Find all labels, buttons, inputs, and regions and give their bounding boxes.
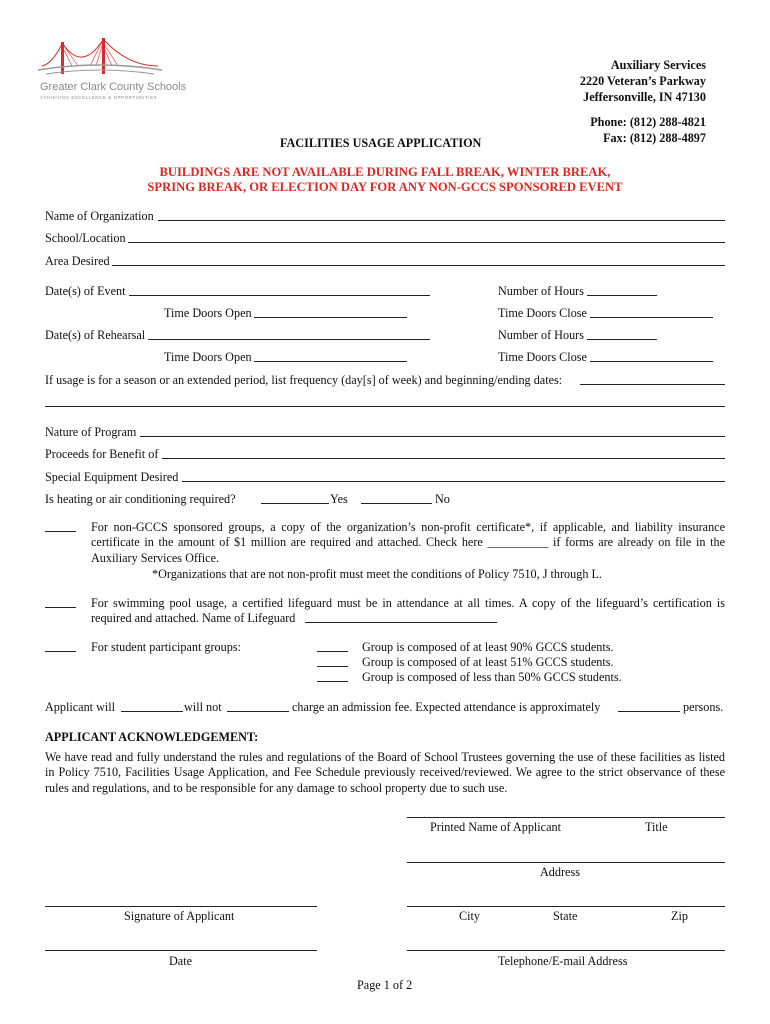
student-opt2-label: Group is composed of at least 51% GCCS students. [362, 655, 614, 669]
page-number: Page 1 of 2 [357, 978, 413, 992]
zip-label: Zip [671, 909, 688, 923]
state-label: State [553, 909, 578, 923]
student-opt1-label: Group is composed of at least 90% GCCS students. [362, 640, 614, 654]
lifeguard-name-input[interactable] [305, 622, 497, 623]
ack-text: We have read and fully understand the rules and regulations of the Board of School Trustees governing the use of these facilities as listed in Policy 7510, Facilities Usage Application, and Fee Schedule previously received/reviewed. We agree to the strict observance of these rules and regulations, and to be responsible for any damage to school property due to such use. [45, 750, 725, 795]
student-check[interactable] [45, 651, 76, 652]
nature-input[interactable] [140, 436, 725, 437]
student-opt3-check[interactable] [317, 681, 348, 682]
student-opt2-check[interactable] [317, 666, 348, 667]
fee-will-label: Applicant will [45, 700, 116, 714]
pool-text: For swimming pool usage, a certified lifeguard must be in attendance at all times. A copy of the lifeguard’s certification is required and attached. Name of Lifeguard [91, 596, 725, 626]
telephone-email-input[interactable] [407, 950, 725, 951]
title-label: Title [645, 820, 668, 834]
logo-tagline: ACHIEVING EXCELLENCE & OPPORTUNITIES [40, 95, 158, 100]
logo-name: Greater Clark County Schools [40, 81, 187, 93]
rehearsal-doors-close-label: Time Doors Close [498, 350, 587, 364]
signature-input[interactable] [45, 906, 317, 907]
warning-line-1: BUILDINGS ARE NOT AVAILABLE DURING FALL BREAK, WINTER BREAK, [159, 165, 611, 179]
fee-persons-label: persons. [683, 700, 724, 714]
address-label: Address [540, 865, 580, 879]
area-input[interactable] [112, 265, 725, 266]
proceeds-input[interactable] [162, 458, 725, 459]
attendance-input[interactable] [618, 711, 680, 712]
school-label: School/Location [45, 231, 126, 245]
student-opt3-label: Group is composed of less than 50% GCCS students. [362, 670, 622, 684]
event-dates-input[interactable] [129, 295, 430, 296]
rehearsal-dates-label: Date(s) of Rehearsal [45, 328, 146, 342]
nature-label: Nature of Program [45, 425, 137, 439]
proceeds-label: Proceeds for Benefit of [45, 447, 159, 461]
student-opt1-check[interactable] [317, 651, 348, 652]
rehearsal-hours-label: Number of Hours [498, 328, 584, 342]
event-doors-open-input[interactable] [254, 317, 407, 318]
address-street: 2220 Veteran’s Parkway [579, 74, 706, 88]
printed-name-input[interactable] [407, 817, 725, 818]
event-doors-open-label: Time Doors Open [164, 306, 252, 320]
event-doors-close-label: Time Doors Close [498, 306, 587, 320]
heating-no-label: No [435, 492, 450, 506]
student-label: For student participant groups: [91, 640, 241, 654]
org-input[interactable] [158, 220, 725, 221]
address-fax: Fax: (812) 288-4897 [603, 131, 706, 145]
address-input[interactable] [407, 862, 725, 863]
heating-label: Is heating or air conditioning required? [45, 492, 236, 506]
date-label: Date [169, 954, 193, 968]
rehearsal-doors-open-input[interactable] [254, 361, 407, 362]
area-label: Area Desired [45, 254, 110, 268]
rehearsal-dates-input[interactable] [148, 339, 430, 340]
frequency-label: If usage is for a season or an extended period, list frequency (day[s] of week) and beginning/ending dates: [45, 373, 563, 387]
equipment-input[interactable] [182, 481, 725, 482]
form-title: FACILITIES USAGE APPLICATION [280, 136, 482, 150]
date-input[interactable] [45, 950, 317, 951]
event-hours-label: Number of Hours [498, 284, 584, 298]
city-state-zip-input[interactable] [407, 906, 725, 907]
pool-check[interactable] [45, 607, 76, 608]
school-input[interactable] [128, 242, 725, 243]
nonprofit-note: *Organizations that are not non-profit must meet the conditions of Policy 7510, J through L. [152, 567, 602, 581]
rehearsal-doors-open-label: Time Doors Open [164, 350, 252, 364]
fee-will-input[interactable] [121, 711, 183, 712]
fee-rest-label: charge an admission fee. Expected attendance is approximately [292, 700, 601, 714]
signature-label: Signature of Applicant [124, 909, 235, 923]
nonprofit-check[interactable] [45, 531, 76, 532]
gccs-bridge-logo [38, 36, 162, 82]
fee-will-not-label: will not [184, 700, 222, 714]
address-phone: Phone: (812) 288-4821 [590, 115, 706, 129]
city-label: City [459, 909, 480, 923]
event-doors-close-input[interactable] [590, 317, 713, 318]
frequency-input-continued[interactable] [45, 406, 725, 407]
frequency-input[interactable] [580, 384, 725, 385]
heating-yes-label: Yes [330, 492, 348, 506]
ack-heading: APPLICANT ACKNOWLEDGEMENT: [45, 730, 259, 744]
heating-yes-input[interactable] [261, 503, 329, 504]
warning-line-2: SPRING BREAK, OR ELECTION DAY FOR ANY NON-GCCS SPONSORED EVENT [147, 180, 623, 194]
event-hours-input[interactable] [587, 295, 657, 296]
rehearsal-hours-input[interactable] [587, 339, 657, 340]
rehearsal-doors-close-input[interactable] [590, 361, 713, 362]
nonprofit-text: For non-GCCS sponsored groups, a copy of the organization’s non-profit certificate*, if applicable, and liability insurance certificate in the amount of $1 million are required and attached. Check here __________ if forms are already on file in the Auxiliary Services Office. [91, 520, 725, 565]
printed-name-label: Printed Name of Applicant [430, 820, 561, 834]
address-city: Jeffersonville, IN 47130 [583, 90, 706, 104]
telephone-email-label: Telephone/E-mail Address [498, 954, 628, 968]
address-dept: Auxiliary Services [610, 58, 706, 72]
org-label: Name of Organization [45, 209, 154, 223]
heating-no-input[interactable] [361, 503, 432, 504]
fee-will-not-input[interactable] [227, 711, 289, 712]
event-dates-label: Date(s) of Event [45, 284, 126, 298]
equipment-label: Special Equipment Desired [45, 470, 179, 484]
